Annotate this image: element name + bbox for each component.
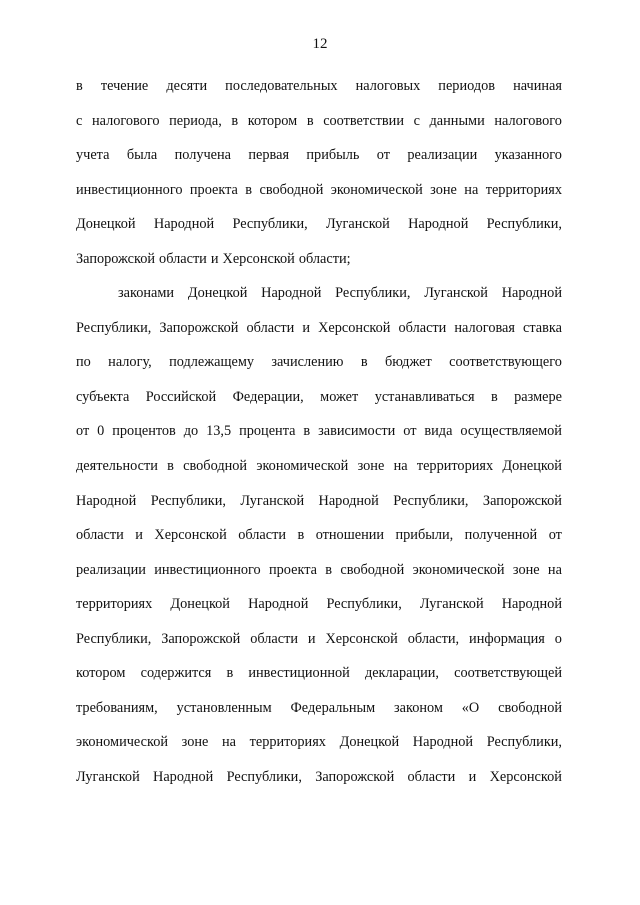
word: территориях: [249, 734, 326, 751]
text-line: [76, 248, 562, 283]
word: на: [393, 458, 408, 475]
word: Народной: [153, 216, 215, 233]
word: Народной: [248, 596, 309, 613]
word: экономической: [76, 734, 168, 751]
text-line: [76, 697, 562, 732]
word: соответствии: [323, 112, 404, 129]
word: в: [76, 78, 83, 94]
word: от: [403, 423, 417, 440]
word: на: [464, 181, 479, 198]
word: Запорожской: [482, 492, 562, 509]
word: прибыли,: [395, 527, 454, 544]
word: области: [238, 527, 286, 544]
word: Народной: [412, 734, 474, 751]
word: о: [554, 630, 562, 647]
word: Народной: [501, 285, 562, 302]
word: Запорожской: [161, 630, 241, 647]
text-line: [76, 455, 562, 490]
word: в: [360, 354, 368, 371]
word: Луганской: [76, 768, 140, 785]
word: в: [303, 423, 311, 440]
word: размере: [514, 388, 562, 405]
word: указанного: [494, 147, 562, 164]
text-line: [76, 179, 562, 214]
word: реализации: [76, 561, 146, 578]
word: на: [547, 561, 562, 578]
word: налогу,: [108, 354, 152, 371]
word: декларации,: [364, 665, 440, 682]
text-line: [76, 490, 562, 525]
text-line: [76, 420, 562, 455]
word: информация: [469, 630, 545, 647]
word: 0: [97, 423, 105, 440]
word: инвестиционного: [154, 561, 261, 578]
word: от: [548, 527, 562, 544]
word: в: [490, 388, 498, 405]
word: Донецкой: [76, 216, 136, 233]
word: свободной: [259, 181, 324, 198]
word: первая: [248, 147, 290, 164]
word: области: [407, 768, 456, 785]
word: проекта: [189, 181, 238, 198]
word: области,: [407, 630, 460, 647]
word: была: [126, 147, 158, 164]
word: в: [325, 561, 333, 578]
text-line: [76, 75, 562, 110]
word: прибыль: [306, 147, 360, 164]
text-line: [76, 144, 562, 179]
word: Донецкой: [502, 458, 562, 475]
word: Республики,: [486, 216, 562, 233]
word: области: [159, 250, 207, 267]
word: процента: [239, 423, 296, 440]
word: налоговая: [454, 319, 515, 336]
word: получена: [174, 147, 232, 164]
word: и: [135, 527, 143, 544]
word: свободной: [498, 699, 562, 716]
word: Республики,: [232, 216, 308, 233]
word: Федерации,: [232, 388, 304, 405]
word: в: [245, 181, 253, 198]
word: от: [76, 423, 90, 440]
word: «О: [461, 699, 480, 716]
text-line: [76, 559, 562, 594]
word: требованиям,: [76, 699, 158, 716]
word: зачислению: [271, 354, 344, 371]
word: устанавливаться: [374, 388, 475, 405]
text-line: [76, 662, 562, 697]
text-line: [76, 213, 562, 248]
page-number: 12: [312, 36, 328, 52]
word: экономической: [256, 458, 349, 475]
word: Херсонской: [325, 630, 398, 647]
word: области: [246, 319, 295, 336]
word: 13,5: [206, 423, 232, 440]
word: свободной: [183, 458, 248, 475]
word: области;: [298, 250, 351, 267]
word: по: [76, 354, 91, 371]
word: Донецкой: [187, 285, 248, 302]
word: бюджет: [384, 354, 432, 371]
word: вида: [424, 423, 453, 440]
word: осуществляемой: [460, 423, 562, 440]
word: экономической: [412, 561, 505, 578]
word: Республики,: [326, 596, 402, 613]
word: соответствующей: [454, 665, 562, 682]
word: экономической: [330, 181, 423, 198]
word: зоне: [357, 458, 385, 475]
word: процентов: [112, 423, 176, 440]
word: содержится: [140, 665, 212, 682]
word: территориях: [416, 458, 494, 475]
word: свободной: [340, 561, 405, 578]
word: территориях: [76, 596, 153, 613]
word: зависимости: [318, 423, 396, 440]
word: в: [226, 665, 234, 682]
word: котором: [76, 665, 126, 682]
word: Республики,: [226, 768, 302, 785]
word: зоне: [512, 561, 540, 578]
word: Республики,: [486, 734, 562, 751]
word: в: [231, 112, 239, 129]
word: деятельности: [76, 458, 158, 475]
word: с: [413, 112, 420, 129]
word: налогового: [91, 112, 160, 129]
word: десяти: [166, 78, 208, 94]
word: отношении: [315, 527, 385, 544]
document-body: [76, 75, 562, 800]
text-line: [76, 628, 562, 663]
word: реализации: [407, 147, 478, 164]
word: Донецкой: [170, 596, 230, 613]
word: Народной: [153, 768, 214, 785]
word: и: [468, 768, 477, 785]
word: Республики,: [393, 492, 469, 509]
word: субъекта: [76, 388, 130, 405]
word: Луганской: [326, 216, 390, 233]
word: Республики,: [76, 319, 152, 336]
word: данными: [429, 112, 485, 129]
word: течение: [100, 78, 149, 94]
word: законом: [394, 699, 443, 716]
word: учета: [76, 147, 110, 164]
word: до: [183, 423, 199, 440]
word: зоне: [181, 734, 209, 751]
word: Херсонской: [489, 768, 562, 785]
word: Запорожской: [76, 250, 156, 267]
word: Луганской: [240, 492, 305, 509]
word: налогового: [494, 112, 562, 129]
word: на: [222, 734, 236, 751]
word: Федеральным: [290, 699, 376, 716]
text-line: [76, 282, 562, 317]
word: Республики,: [335, 285, 411, 302]
word: Херсонской: [318, 319, 391, 336]
word: подлежащему: [169, 354, 255, 371]
text-line: [76, 317, 562, 352]
text-line: [76, 524, 562, 559]
word: начиная: [513, 78, 562, 94]
word: от: [376, 147, 390, 164]
word: и: [307, 630, 316, 647]
text-line: [76, 593, 562, 628]
word: с: [76, 112, 83, 129]
word: Республики,: [76, 630, 152, 647]
word: Запорожской: [315, 768, 395, 785]
word: может: [320, 388, 359, 405]
word: инвестиционного: [76, 181, 183, 198]
word: в: [306, 112, 314, 129]
word: и: [302, 319, 311, 336]
word: проекта: [268, 561, 317, 578]
text-line: [76, 110, 562, 145]
word: законами: [118, 285, 175, 302]
word: области: [76, 527, 124, 544]
word: Луганской: [424, 285, 488, 302]
text-line: [76, 351, 562, 386]
word: Народной: [76, 492, 137, 509]
word: Народной: [318, 492, 379, 509]
word: территориях: [485, 181, 562, 198]
text-line: [76, 386, 562, 421]
word: Донецкой: [339, 734, 400, 751]
word: периодов: [438, 78, 496, 94]
word: в: [297, 527, 305, 544]
word: зоне: [430, 181, 457, 198]
word: соответствующего: [449, 354, 562, 371]
word: Народной: [261, 285, 322, 302]
word: Российской: [145, 388, 217, 405]
text-line: [76, 766, 562, 801]
word: Запорожской: [159, 319, 239, 336]
word: области: [250, 630, 298, 647]
word: инвестиционной: [248, 665, 350, 682]
word: налоговых: [355, 78, 421, 94]
word: Народной: [501, 596, 562, 613]
word: Херсонской: [222, 250, 295, 267]
word: полученной: [464, 527, 538, 544]
word: последовательных: [225, 78, 338, 94]
word: установленным: [176, 699, 272, 716]
word: котором: [247, 112, 298, 129]
word: ставка: [523, 319, 562, 336]
word: Народной: [408, 216, 469, 233]
word: в: [167, 458, 174, 475]
word: периода,: [169, 112, 222, 129]
word: Республики,: [150, 492, 226, 509]
word: Луганской: [419, 596, 484, 613]
word: и: [210, 250, 219, 267]
text-line: [76, 731, 562, 766]
word: Херсонской: [154, 527, 227, 544]
word: области: [398, 319, 447, 336]
